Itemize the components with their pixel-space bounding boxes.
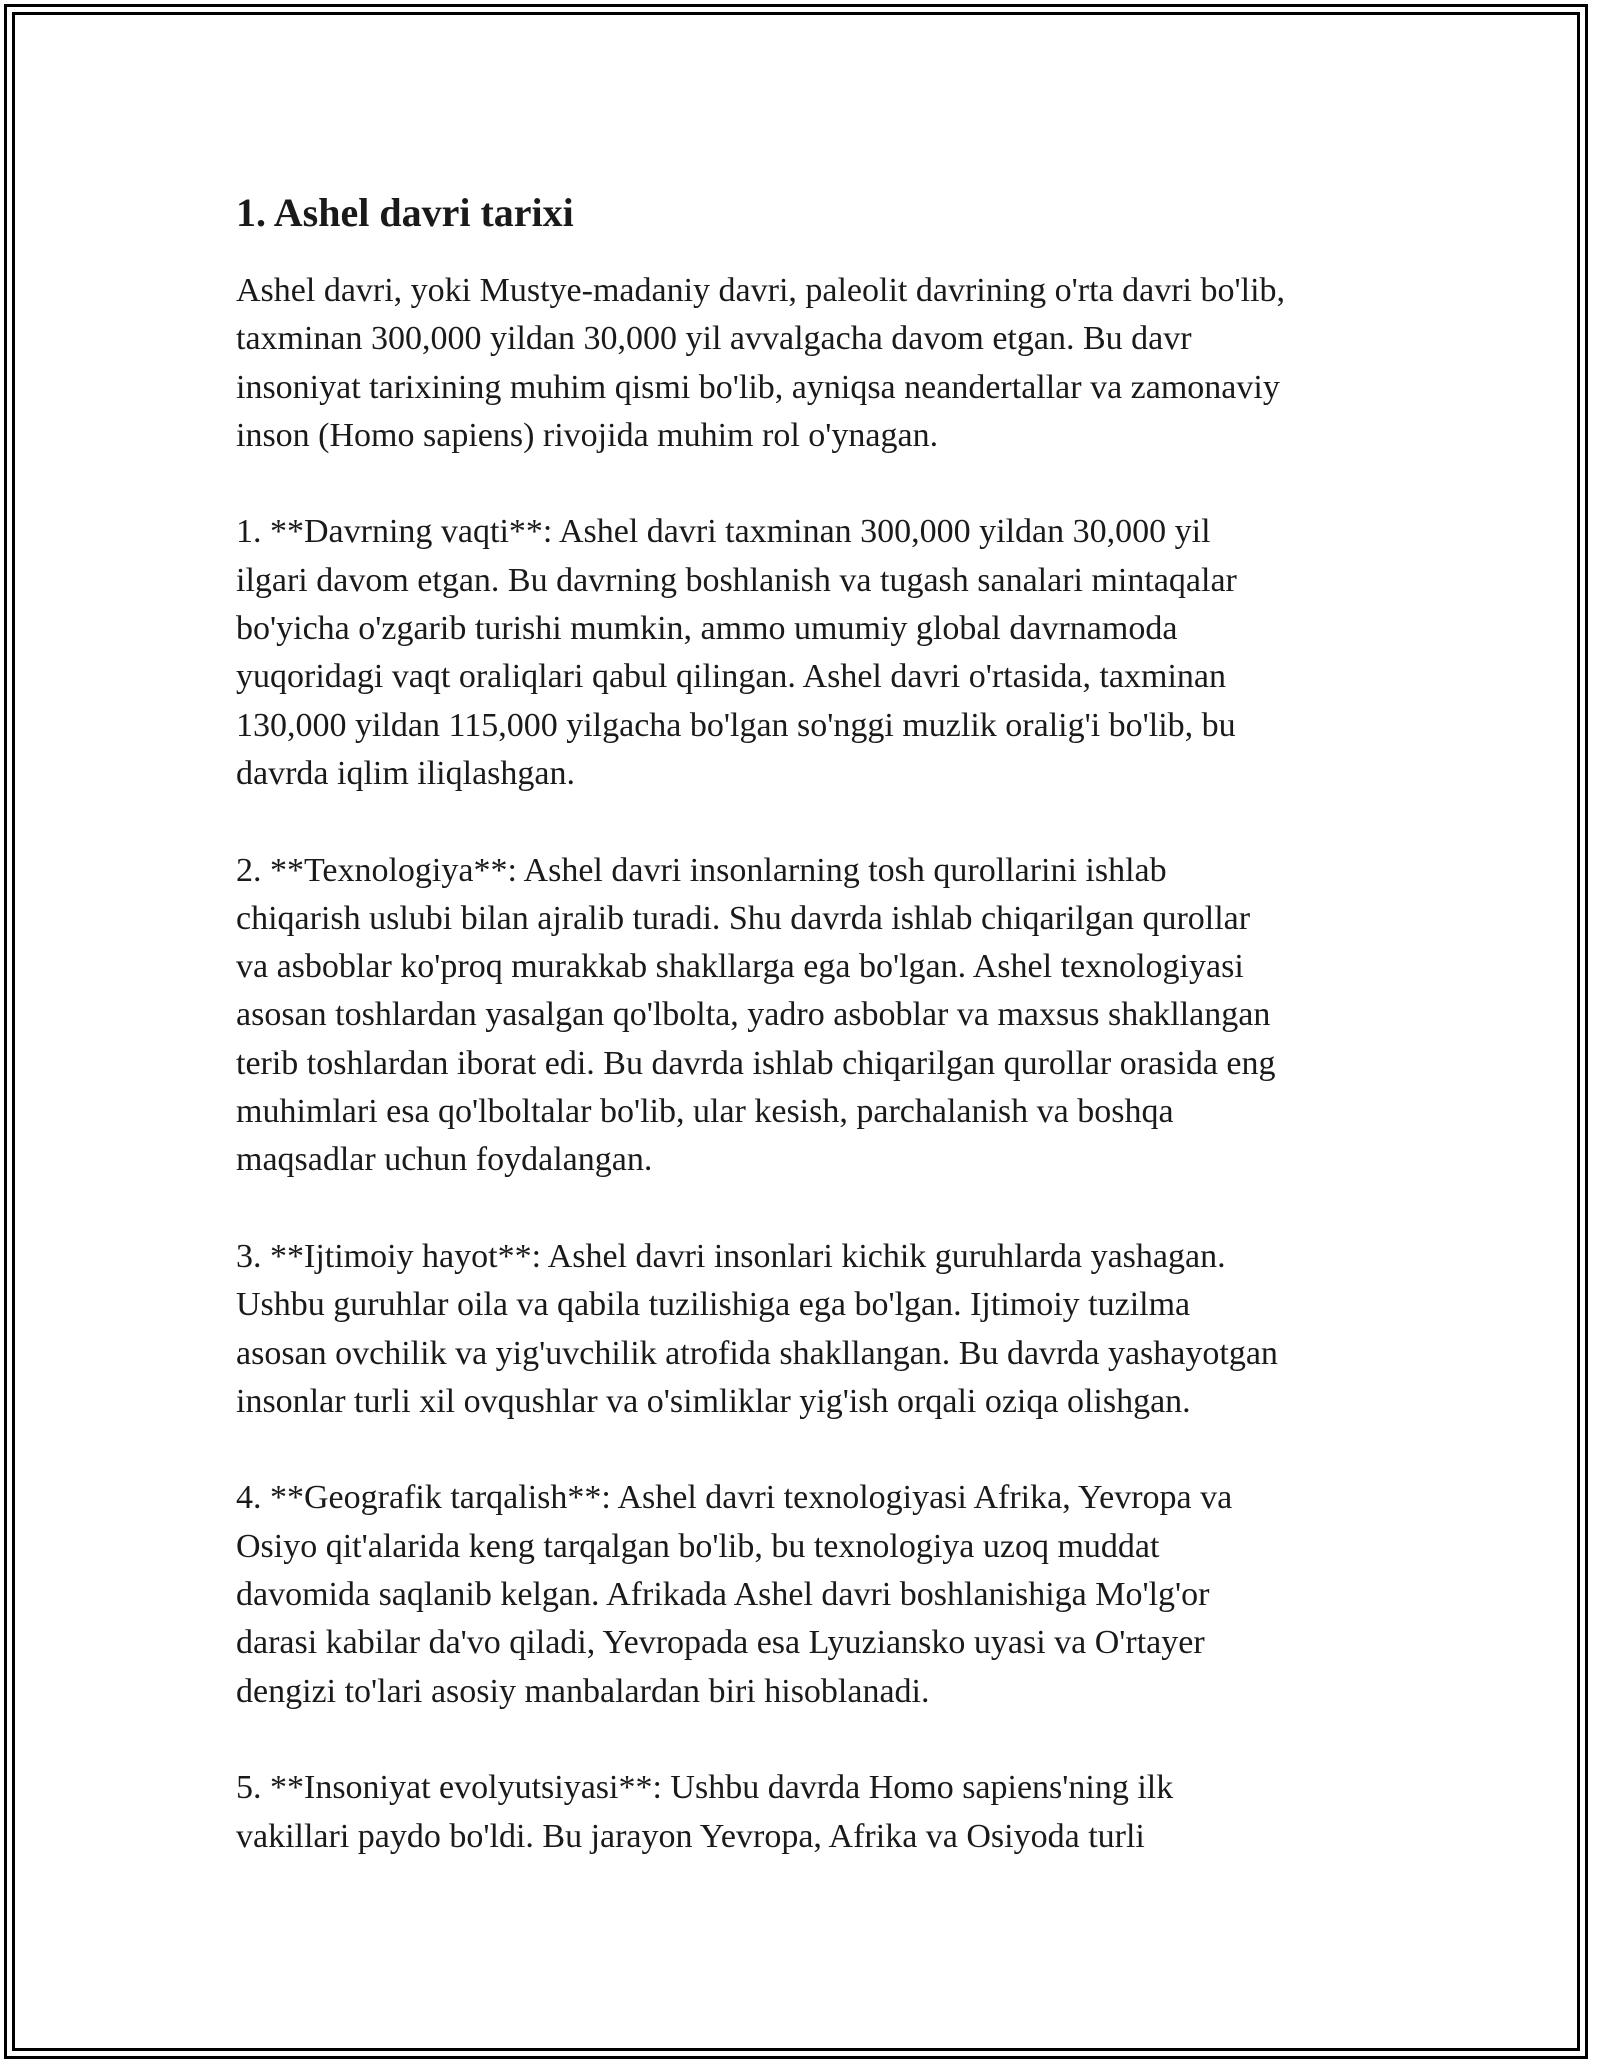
paragraph: [236, 508, 1386, 798]
paragraph: [236, 1474, 1386, 1715]
paragraph: [236, 1233, 1386, 1426]
text-line: 3. **Ijtimoiy hayot**: Ashel davri insonlari kichik guruhlarda yashagan.: [236, 1237, 1226, 1275]
text-line: ilgari davom etgan. Bu davrning boshlanish va tugash sanalari mintaqalar: [236, 561, 1237, 599]
text-line: 130,000 yildan 115,000 yilgacha bo'lgan so'nggi muzlik oralig'i bo'lib, bu: [236, 706, 1236, 744]
text-line: asosan toshlardan yasalgan qo'lbolta, yadro asboblar va maxsus shakllangan: [236, 996, 1271, 1034]
text-line: Osiyo qit'alarida keng tarqalgan bo'lib, bu texnologiya uzoq muddat: [236, 1527, 1160, 1565]
text-line: maqsadlar uchun foydalangan.: [236, 1141, 653, 1179]
text-line: Ushbu guruhlar oila va qabila tuzilishiga ega bo'lgan. Ijtimoiy tuzilma: [236, 1286, 1191, 1324]
text-line: muhimlari esa qo'lboltalar bo'lib, ular kesish, parchalanish va boshqa: [236, 1093, 1174, 1131]
text-line: taxminan 300,000 yildan 30,000 yil avvalgacha davom etgan. Bu davr: [236, 320, 1192, 358]
text-line: davrda iqlim iliqlashgan.: [236, 754, 575, 792]
text-line: dengizi to'lari asosiy manbalardan biri hisoblanadi.: [236, 1672, 930, 1710]
document-title: 1. Ashel davri tarixi: [236, 190, 574, 235]
text-line: inson (Homo sapiens) rivojida muhim rol o'ynagan.: [236, 416, 939, 454]
text-line: 5. **Insoniyat evolyutsiyasi**: Ushbu davrda Homo sapiens'ning ilk: [236, 1769, 1174, 1807]
text-line: Ashel davri, yoki Mustye-madaniy davri, paleolit davrining o'rta davri bo'lib,: [236, 272, 1286, 309]
text-line: va asboblar ko'proq murakkab shakllarga ega bo'lgan. Ashel texnologiyasi: [236, 948, 1244, 986]
text-line: yuqoridagi vaqt oraliqlari qabul qilingan. Ashel davri o'rtasida, taxminan: [236, 658, 1227, 696]
paragraph: [236, 1764, 1386, 1861]
text-line: darasi kabilar da'vo qiladi, Yevropada esa Lyuziansko uyasi va O'rtayer: [236, 1624, 1205, 1662]
text-line: bo'yicha o'zgarib turishi mumkin, ammo umumiy global davrnamoda: [236, 610, 1178, 648]
text-line: vakillari paydo bo'ldi. Bu jarayon Yevropa, Afrika va Osiyoda turli: [236, 1817, 1145, 1855]
text-line: insoniyat tarixining muhim qismi bo'lib, ayniqsa neandertallar va zamonaviy: [236, 368, 1280, 406]
text-line: 4. **Geografik tarqalish**: Ashel davri texnologiyasi Afrika, Yevropa va: [236, 1479, 1233, 1517]
text-line: insonlar turli xil ovqushlar va o'simliklar yig'ish orqali oziqa olishgan.: [236, 1382, 1191, 1420]
document-body: [236, 185, 1386, 1861]
text-line: chiqarish uslubi bilan ajralib turadi. Shu davrda ishlab chiqarilgan qurollar: [236, 899, 1251, 937]
text-line: terib toshlardan iborat edi. Bu davrda ishlab chiqarilgan qurollar orasida eng: [236, 1044, 1276, 1082]
paragraph: [236, 847, 1386, 1185]
text-line: asosan ovchilik va yig'uvchilik atrofida shakllangan. Bu davrda yashayotgan: [236, 1334, 1278, 1372]
text-line: davomida saqlanib kelgan. Afrikada Ashel davri boshlanishiga Mo'lg'or: [236, 1576, 1210, 1614]
paragraph: [236, 267, 1386, 460]
paragraph-list: [236, 267, 1386, 1861]
text-line: 1. **Davrning vaqti**: Ashel davri taxminan 300,000 yildan 30,000 yil: [236, 513, 1211, 551]
text-line: 2. **Texnologiya**: Ashel davri insonlarning tosh qurollarini ishlab: [236, 851, 1167, 889]
